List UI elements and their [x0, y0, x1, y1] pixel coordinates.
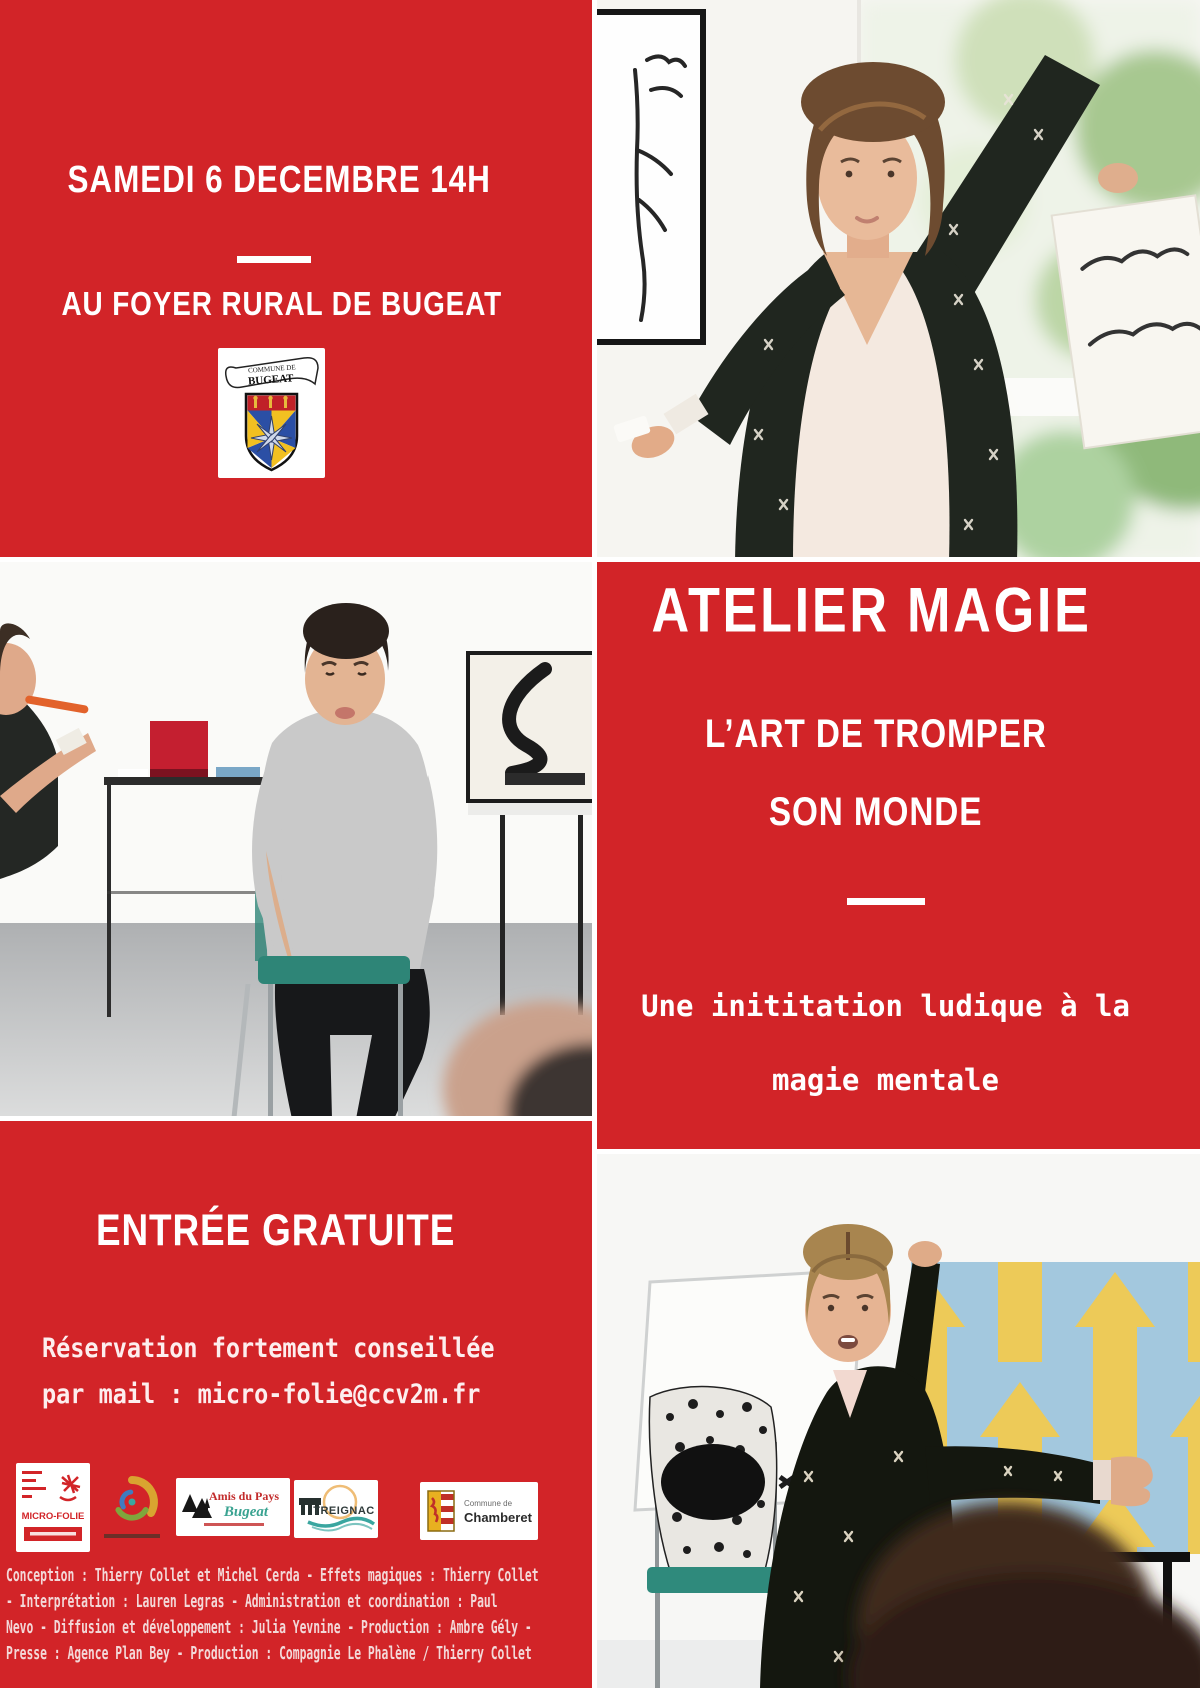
title-panel [595, 561, 1200, 1152]
photo-magician-presenting-drawing [595, 0, 1200, 561]
event-subtitle-line2 [573, 791, 1178, 833]
photo-magician-arrow-board [595, 1152, 1200, 1688]
reservation-line1: Réservation fortement conseillée [42, 1333, 495, 1364]
venue-line [0, 286, 579, 322]
chamberet-label-line2: Chamberet [464, 1510, 532, 1525]
credits-line: - Interprétation : Lauren Legras - Administration et coordination : Paul [6, 1591, 498, 1612]
event-subtitle2-text: SON MONDE [768, 789, 983, 834]
date-line [0, 160, 577, 200]
event-desc-line2 [583, 1063, 1188, 1097]
separator [592, 0, 597, 1688]
event-title [569, 577, 1174, 644]
framed-drawing [595, 12, 703, 342]
event-desc2-text: magie mentale [772, 1063, 999, 1097]
logo-spiral [100, 1470, 164, 1546]
bugeat-crest-drawing [218, 348, 325, 478]
date-text: SAMEDI 6 DECEMBRE 14H [67, 158, 492, 201]
micro-folie-label: MICRO-FOLIE [21, 1511, 85, 1522]
crest-banner-line2: BUGEAT [247, 372, 294, 388]
separator [0, 557, 1200, 562]
photo-spectator-on-chair [0, 561, 595, 1119]
photo-spectator-drawing [0, 561, 595, 1119]
credits-line: Conception : Thierry Collet et Michel Cerda - Effets magiques : Thierry Collet [6, 1565, 539, 1586]
event-title-text: ATELIER MAGIE [651, 575, 1092, 646]
free-entry-text: ENTRÉE GRATUITE [95, 1205, 456, 1255]
credits-line: Presse : Agence Plan Bey - Production : Compagnie Le Phalène / Thierry Collet [6, 1643, 532, 1664]
date-venue-panel [0, 0, 595, 561]
info-panel [0, 1119, 595, 1688]
logo-chamberet [420, 1482, 538, 1540]
divider-bar [847, 898, 925, 905]
crest-banner-line1: COMMUNE DE [247, 363, 296, 375]
separator [0, 1688, 1200, 1697]
treignac-label: TREIGNAC [313, 1505, 375, 1517]
event-subtitle-line1 [573, 713, 1178, 755]
divider-bar [237, 256, 311, 263]
chamberet-label-line1: Commune de [464, 1499, 513, 1508]
event-desc-line1 [583, 989, 1188, 1023]
amis-label-line1: Amis du Pays [208, 1489, 280, 1503]
event-subtitle1-text: L’ART DE TROMPER [704, 711, 1047, 756]
free-entry-headline [0, 1207, 573, 1254]
credits-line: Nevo - Diffusion et développement : Julia Yevnine - Production : Ambre Gély - [6, 1617, 532, 1638]
bugeat-crest [218, 348, 325, 478]
separator [595, 1149, 1200, 1154]
separator [0, 1116, 595, 1121]
event-desc1-text: Une inititation ludique à la [641, 989, 1130, 1023]
logo-treignac [294, 1480, 378, 1538]
logo-amis-du-pays-bugeat [176, 1478, 290, 1536]
reservation-line2: par mail : micro-folie@ccv2m.fr [42, 1379, 481, 1410]
amis-label-line2: Bugeat [223, 1504, 269, 1520]
venue-text: AU FOYER RURAL DE BUGEAT [61, 284, 502, 323]
logo-micro-folie [16, 1463, 90, 1552]
photo-magician-presenting [595, 0, 1200, 561]
photo-arrow-board-drawing [595, 1152, 1200, 1688]
